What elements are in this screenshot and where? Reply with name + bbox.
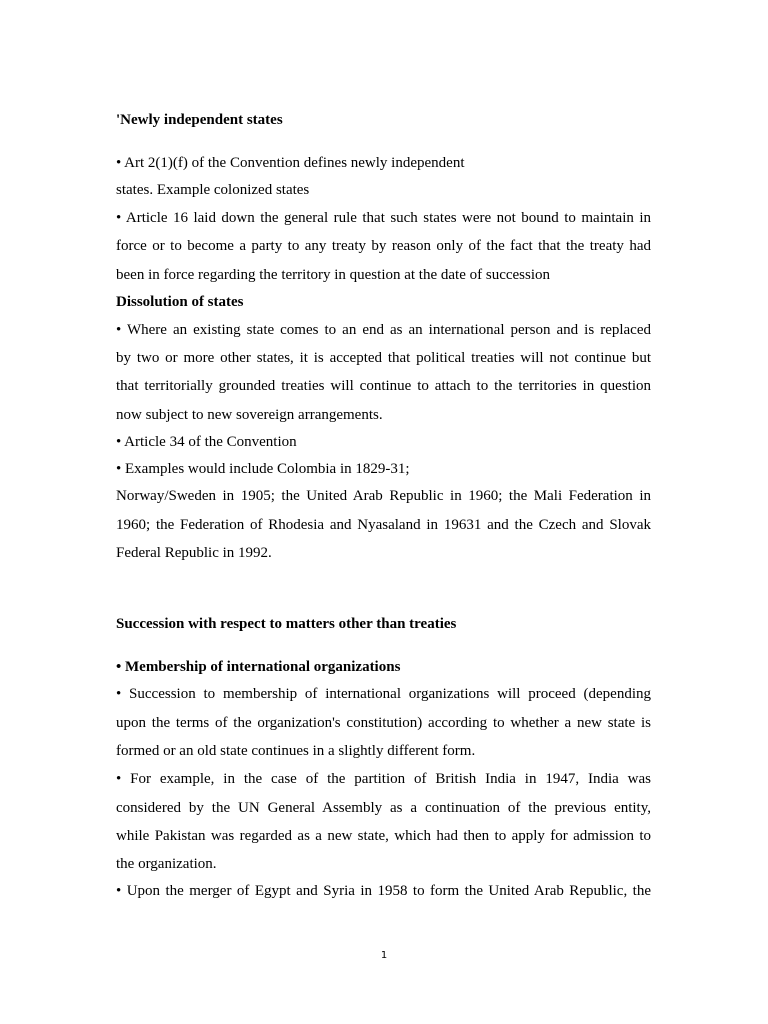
paragraph-line: while Pakistan was regarded as a new state, which had then to apply for admission to xyxy=(116,828,651,844)
paragraph-line: • Where an existing state comes to an end as an international person and is replaced xyxy=(116,322,651,338)
paragraph-line: Federal Republic in 1992. xyxy=(116,545,272,561)
heading-membership: • Membership of international organizations xyxy=(116,659,401,675)
heading-dissolution-of-states: Dissolution of states xyxy=(116,294,244,310)
paragraph-line: • Upon the merger of Egypt and Syria in 1958 to form the United Arab Republic, the xyxy=(116,883,651,899)
paragraph-line: • Article 34 of the Convention xyxy=(116,434,297,450)
page-number: 1 xyxy=(380,950,388,961)
paragraph-line: been in force regarding the territory in question at the date of succession xyxy=(116,267,551,283)
heading-succession-other-matters: Succession with respect to matters other than treaties xyxy=(116,616,457,632)
paragraph-line: that territorially grounded treaties will continue to attach to the territories in question xyxy=(116,378,651,394)
paragraph-line: 1960; the Federation of Rhodesia and Nyasaland in 19631 and the Czech and Slovak xyxy=(116,517,651,533)
paragraph-line: upon the terms of the organization's constitution) according to whether a new state is xyxy=(116,715,651,731)
paragraph-line: Norway/Sweden in 1905; the United Arab Republic in 1960; the Mali Federation in xyxy=(116,488,651,504)
paragraph-line: • Examples would include Colombia in 1829-31; xyxy=(116,461,410,477)
paragraph-line: formed or an old state continues in a slightly different form. xyxy=(116,743,476,759)
heading-newly-independent-states: 'Newly independent states xyxy=(116,112,283,128)
paragraph-line: states. Example colonized states xyxy=(116,182,310,198)
paragraph-line: • Succession to membership of international organizations will proceed (depending xyxy=(116,686,651,702)
paragraph-line: considered by the UN General Assembly as a continuation of the previous entity, xyxy=(116,800,651,816)
paragraph-line: the organization. xyxy=(116,856,217,872)
paragraph-line: • Art 2(1)(f) of the Convention defines newly independent xyxy=(116,155,465,171)
paragraph-line: by two or more other states, it is accepted that political treaties will not continue but xyxy=(116,350,651,366)
paragraph-line: now subject to new sovereign arrangements. xyxy=(116,407,383,423)
paragraph-line: force or to become a party to any treaty by reason only of the fact that the treaty had xyxy=(116,238,651,254)
paragraph-line: • Article 16 laid down the general rule that such states were not bound to maintain in xyxy=(116,210,651,226)
paragraph-line: • For example, in the case of the partition of British India in 1947, India was xyxy=(116,771,651,787)
